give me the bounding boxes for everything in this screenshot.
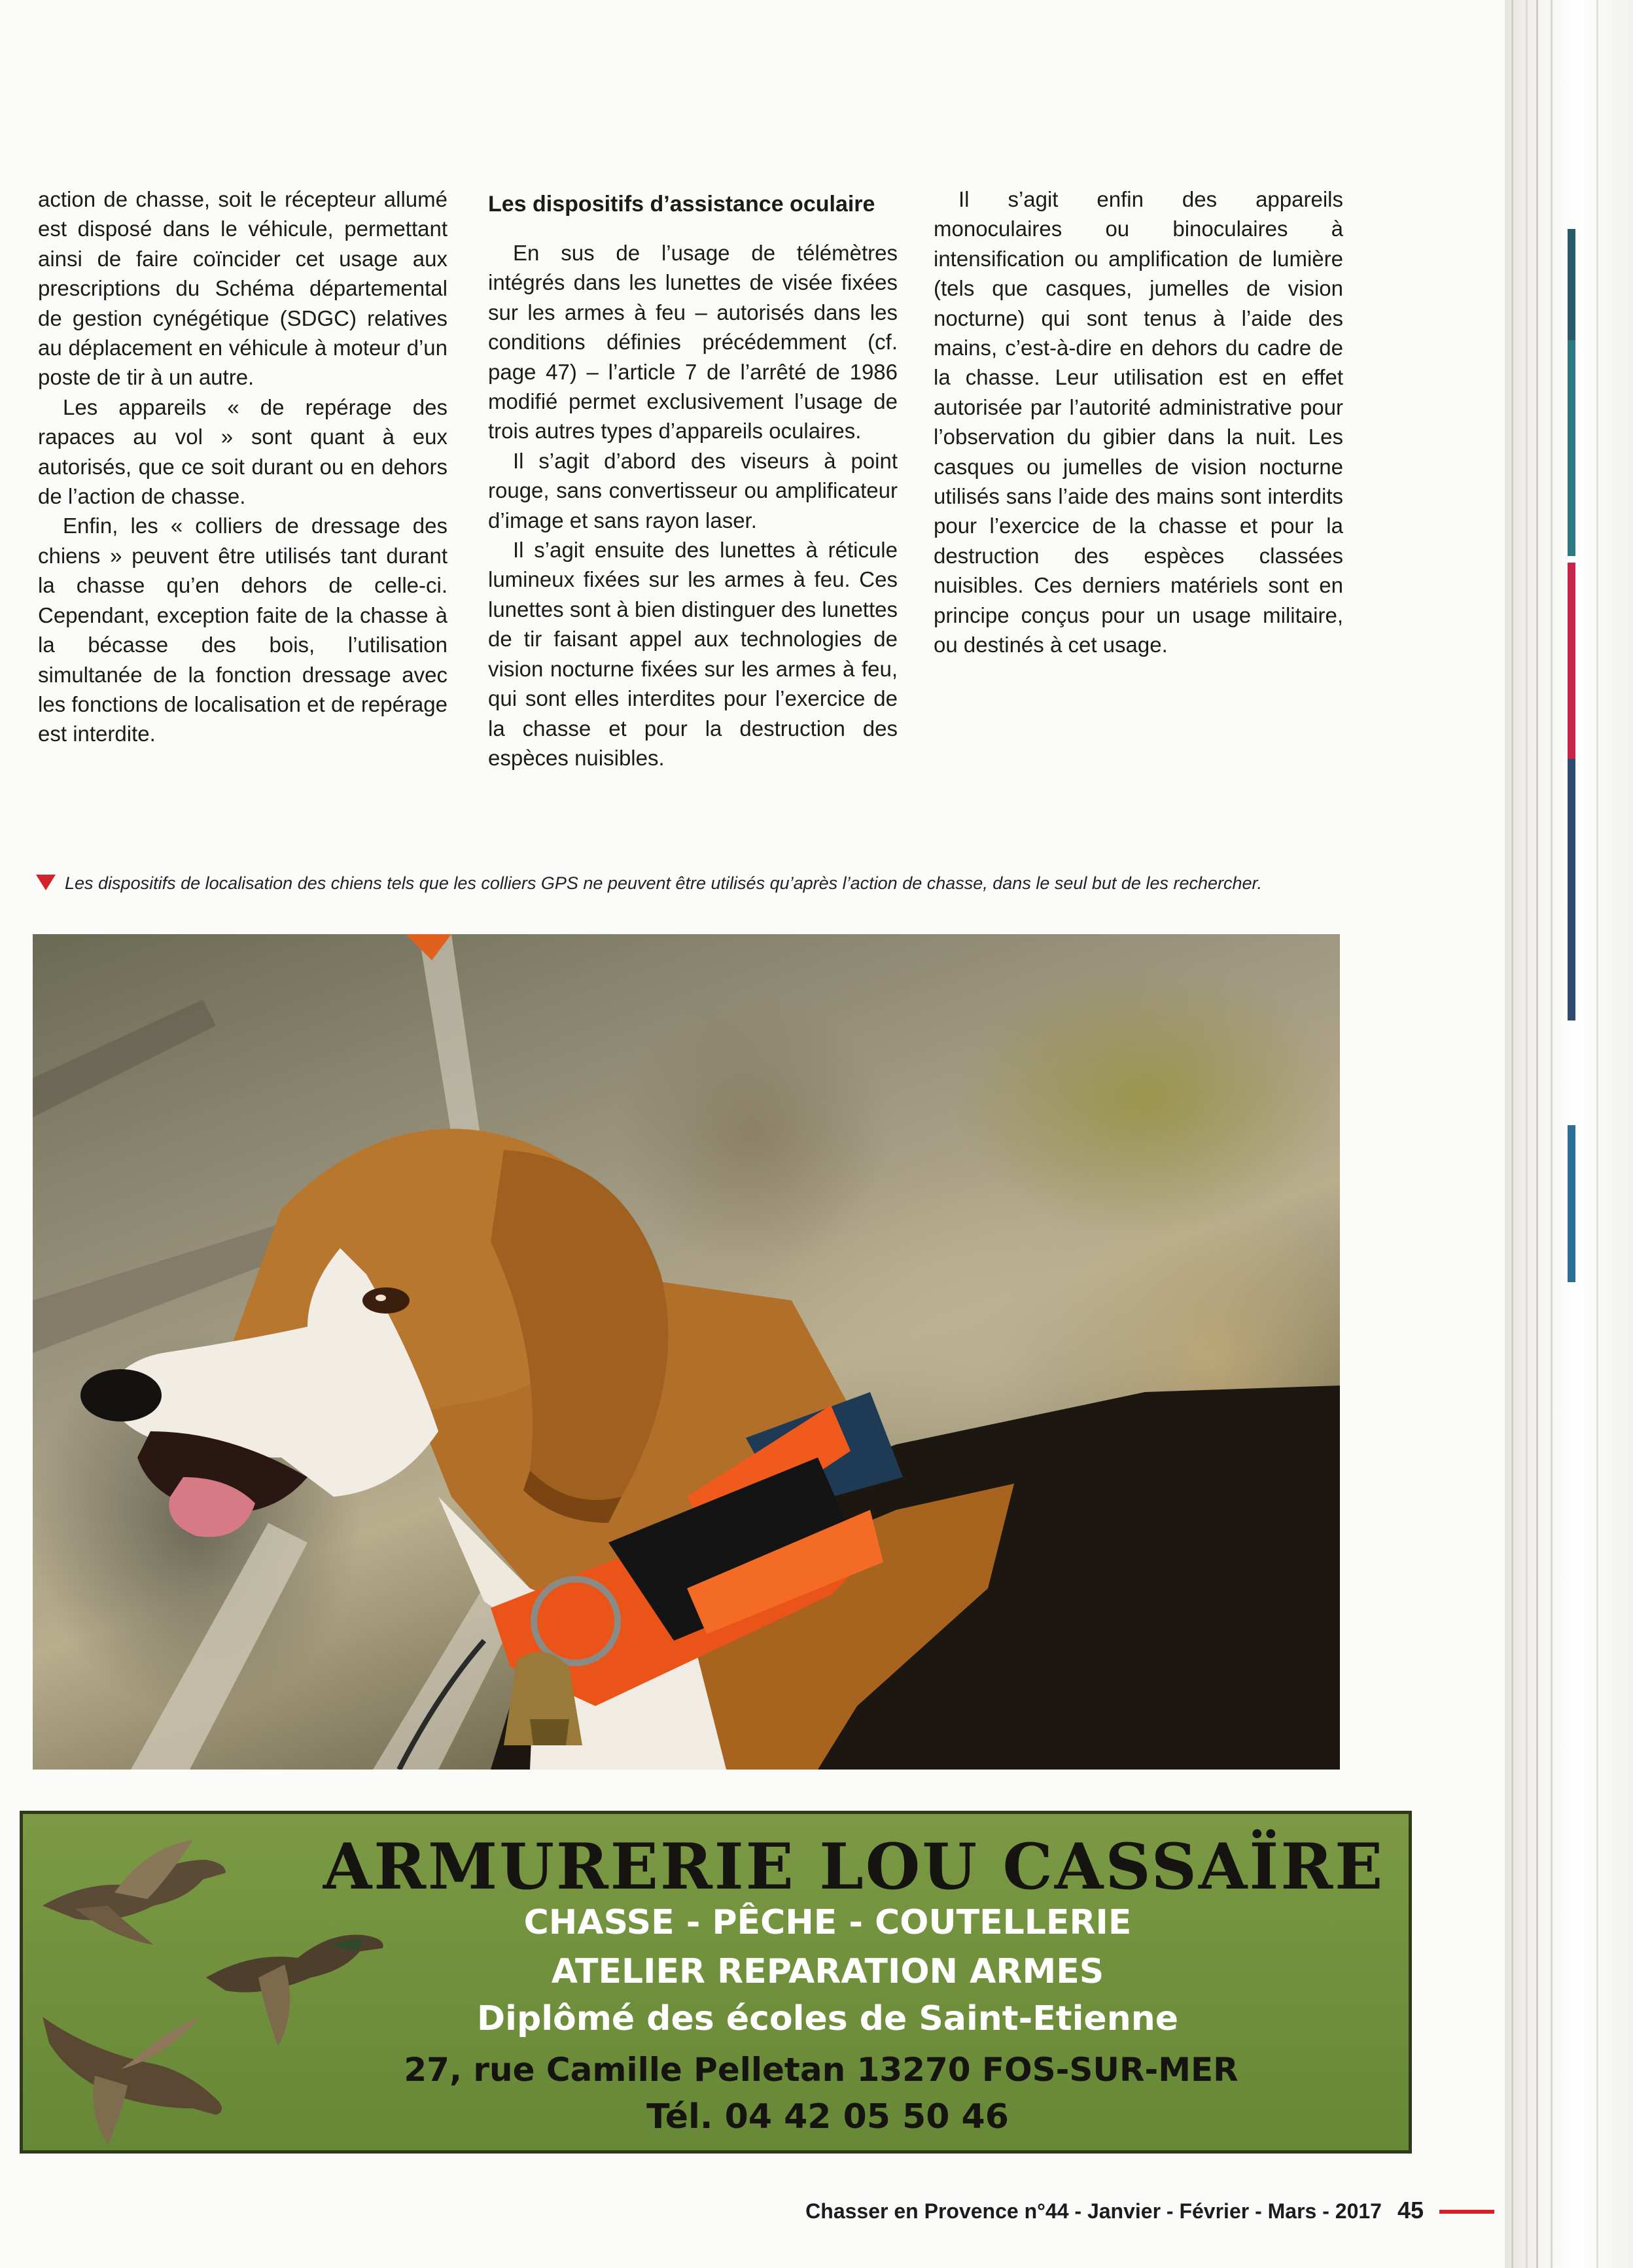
ad-title: ARMURERIE LOU CASSAÏRE: [323, 1830, 1385, 1904]
edge-line: [1526, 0, 1528, 2268]
armurerie-advertisement: [20, 1811, 1412, 2154]
edge-line: [1551, 0, 1553, 2268]
caption-text: Les dispositifs de localisation des chiens tels que les colliers GPS ne peuvent être utilisés qu’après l’action de chasse, dans le seul but de les rechercher.: [65, 873, 1263, 893]
ad-address: 27, rue Camille Pelletan 13270 FOS-SUR-MER: [404, 2051, 1238, 2089]
section-tab: [1568, 340, 1575, 556]
article-column-2: [488, 190, 898, 773]
paragraph: action de chasse, soit le récepteur allumé est disposé dans le véhicule, permettant ainsi de faire coïncider cet usage aux prescriptions du Schéma départemental de gestion cynégétique (SDGC) relatives au déplacement en véhicule à moteur d’un poste de tir à un autre.: [38, 187, 448, 390]
edge-line: [1511, 0, 1513, 2268]
photo-caption: [36, 870, 1318, 896]
caption-triangle-icon: [36, 875, 56, 890]
edge-line: [1596, 0, 1598, 2268]
section-tab: [1568, 229, 1575, 340]
dog-collar-photo: [33, 934, 1340, 1770]
article-column-1: [38, 184, 448, 749]
paragraph: Les appareils « de repérage des rapaces au vol » sont quant à eux autorisés, que ce soit durant ou en dehors de l’action de chasse.: [38, 394, 448, 509]
section-tab: [1568, 759, 1575, 1021]
ad-services: CHASSE - PÊCHE - COUTELLERIE: [523, 1903, 1132, 1942]
paragraph: Il s’agit ensuite des lunettes à réticule lumineux fixées sur les armes à feu. Ces lunettes sont à bien distinguer des lunettes de tir faisant appel aux technologies de vision nocturne fixées sur les armes à feu, qui sont elles interdites pour l’exercice de la chasse et pour la destruction des espèces nuisibles.: [488, 538, 898, 770]
ad-workshop: ATELIER REPARATION ARMES: [551, 1952, 1104, 1991]
page-number: 45: [1397, 2197, 1424, 2224]
paragraph: Il s’agit enfin des appareils monoculaires ou binoculaires à intensification ou amplification de lumière (tels que casques, jumelles de vision nocturne) qui sont tenus à l’aide des mains, c’est-à-dire en dehors du cadre de la chasse. Leur utilisation est en effet autorisée par l’autorité administrative pour l’observation du gibier dans la nuit. Les casques ou jumelles de vision nocturne utilisés sans l’aide des mains sont interdits pour l’exercice de la chasse et pour la destruction des espèces classées nuisibles. Ces derniers matériels sont en principe conçus pour un usage militaire, ou destinés à cet usage.: [934, 187, 1343, 657]
paragraph: En sus de l’usage de télémètres intégrés dans les lunettes de visée fixées sur les armes à feu – autorisés dans les conditions définies précédemment (cf. page 47) – l’article 7 de l’arrêté de 1986 modifié permet exclusivement l’usage de trois autres types d’appareils oculaires.: [488, 241, 898, 444]
section-heading: Les dispositifs d’assistance oculaire: [488, 192, 875, 217]
edge-line: [1536, 0, 1538, 2268]
dog-illustration: [33, 934, 1340, 1770]
page-footer: [805, 2197, 1424, 2224]
article-column-3: [934, 184, 1343, 660]
section-tab: [1568, 1125, 1575, 1282]
section-tab: [1568, 563, 1575, 759]
publication-info: Chasser en Provence n°44 - Janvier - Février - Mars - 2017: [805, 2199, 1382, 2223]
paragraph: Il s’agit d’abord des viseurs à point rouge, sans convertisseur ou amplificateur d’image et sans rayon laser.: [488, 448, 898, 532]
ad-diploma: Diplômé des écoles de Saint-Etienne: [476, 1999, 1179, 2038]
ad-phone: Tél. 04 42 05 50 46: [646, 2097, 1009, 2137]
footer-accent-bar: [1439, 2210, 1494, 2214]
paragraph: Enfin, les « colliers de dressage des chiens » peuvent être utilisés tant durant la chasse qu’en dehors de celle-ci. Cependant, exception faite de la chasse à la bécasse des bois, l’utilisation simultanée de la fonction dressage avec les fonctions de localisation et de repérage est interdite.: [38, 514, 448, 746]
duck-icon: [29, 1978, 239, 2148]
